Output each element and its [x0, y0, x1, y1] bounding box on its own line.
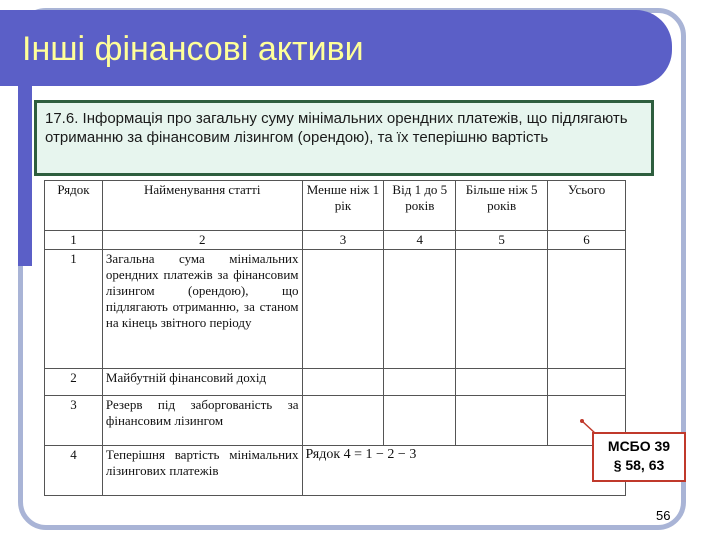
header-more-5-years: Більше ніж 5 років	[456, 181, 548, 231]
info-text: 17.6. Інформація про загальну суму мінімальних орендних платежів, що підлягають отриманню за фінансовим лізингом (орендою), та їх теперішню вартість	[45, 110, 628, 146]
row-number: 1	[45, 250, 103, 369]
column-number: 5	[456, 231, 548, 250]
table-row	[45, 395, 626, 445]
leasing-table	[44, 180, 626, 496]
formula-cell: Рядок 4 = 1 − 2 − 3	[302, 445, 625, 495]
column-number: 4	[384, 231, 456, 250]
header-row-num: Рядок	[45, 181, 103, 231]
header-1-to-5-years: Від 1 до 5 років	[384, 181, 456, 231]
table-cell	[384, 395, 456, 445]
row-name: Загальна сума мінімальних орендних платежів за фінансовим лізингом (орендою), що підлягають отриманню, за станом на кінець звітного періоду	[102, 250, 302, 369]
callout-line-2: § 58, 63	[613, 457, 665, 473]
row-name: Майбутній фінансовий дохід	[102, 368, 302, 395]
table-cell	[384, 368, 456, 395]
table-row	[45, 250, 626, 369]
table-cell	[456, 250, 548, 369]
page-number: 56	[656, 508, 671, 523]
row-number: 4	[45, 445, 103, 495]
table-cell	[302, 395, 384, 445]
header-item-name: Найменування статті	[102, 181, 302, 231]
header-less-1-year: Менше ніж 1 рік	[302, 181, 384, 231]
header-total: Усього	[548, 181, 626, 231]
table-cell	[302, 368, 384, 395]
table-cell	[548, 368, 626, 395]
callout-line-1: МСБО 39	[607, 438, 671, 454]
table-cell	[302, 250, 384, 369]
row-number: 3	[45, 395, 103, 445]
column-number: 2	[102, 231, 302, 250]
row-number: 2	[45, 368, 103, 395]
column-number-row	[45, 231, 626, 250]
title-bar	[0, 10, 672, 86]
table-row	[45, 368, 626, 395]
column-number: 3	[302, 231, 384, 250]
table-cell	[384, 250, 456, 369]
table-header-row	[45, 181, 626, 231]
row-name: Резерв під заборгованість за фінансовим лізингом	[102, 395, 302, 445]
table-row	[45, 445, 626, 495]
slide-title: Інші фінансові активи	[22, 30, 364, 68]
column-number: 1	[45, 231, 103, 250]
table-cell	[456, 368, 548, 395]
table-cell	[548, 250, 626, 369]
standard-reference-callout	[592, 432, 686, 482]
table-cell	[456, 395, 548, 445]
row-name: Теперішня вартість мінімальних лізингових платежів	[102, 445, 302, 495]
info-box	[34, 100, 654, 176]
column-number: 6	[548, 231, 626, 250]
left-accent-bar	[18, 86, 32, 266]
